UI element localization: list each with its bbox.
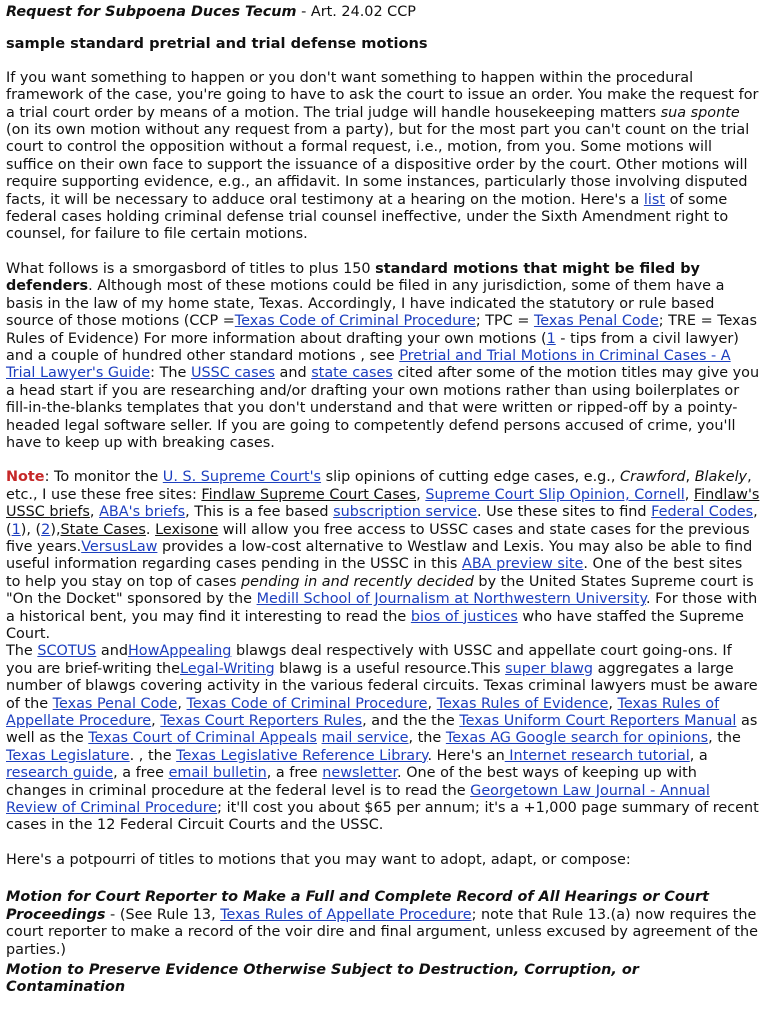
text: slip opinions of cutting edge cases, e.g., <box>321 469 621 486</box>
page-header <box>6 4 760 21</box>
text: - tips from a civil lawyer) and a couple of hundred other standard motions , see <box>6 330 739 364</box>
federal-codes-1-link[interactable]: 1 <box>11 521 21 538</box>
research-guide-link[interactable]: research guide <box>6 765 114 782</box>
text: , <box>608 695 618 712</box>
text: , <box>89 504 100 521</box>
text: . One of the best sites to help you stay on top of cases <box>6 556 743 590</box>
texas-rules-appellate-link[interactable]: Texas Rules of Appellate Procedure <box>6 695 720 730</box>
text: . Use these sites to find <box>477 504 652 521</box>
mail-service-link[interactable]: mail service <box>321 730 409 747</box>
text: , etc., I use these free sites: <box>6 469 752 503</box>
court-criminal-appeals-link[interactable]: Texas Court of Criminal Appeals <box>88 730 317 747</box>
email-bulletin-link[interactable]: email bulletin <box>168 765 267 782</box>
text: , <box>177 695 187 712</box>
court-reporters-manual-link[interactable]: Texas Uniform Court Reporters Manual <box>459 713 737 730</box>
text: The <box>6 643 38 660</box>
intro-paragraph <box>6 70 760 244</box>
lexisone-link[interactable]: Lexisone <box>155 521 219 538</box>
text: blawgs deal respectively with USSC and appellate court going-ons. If you are brief-writing the <box>6 643 732 677</box>
text: , a free <box>266 765 323 782</box>
text: ; note that Rule 13.(a) now requires the court reporter to make a record of the voir dire and final argument, unless excused by agreement of the parties.) <box>6 906 759 958</box>
findlaw-link[interactable]: Findlaw Supreme Court Cases <box>201 486 417 503</box>
text: and <box>96 643 128 660</box>
motion-item <box>6 962 760 997</box>
text: , and the the <box>362 713 460 730</box>
text: blawg is a useful resource.This <box>274 660 506 677</box>
text: , the <box>708 730 741 747</box>
cornell-link[interactable]: Supreme Court Slip Opinion, Cornell <box>425 486 685 503</box>
text: . <box>145 521 156 538</box>
text: : The <box>150 365 191 382</box>
aba-briefs-link[interactable]: ABA's briefs <box>99 504 186 521</box>
italic-text: pending in and recently decided <box>241 573 474 590</box>
texas-penal-code-link[interactable]: Texas Penal Code <box>52 695 178 712</box>
super-blawg-link[interactable]: super blawg <box>505 660 594 677</box>
text: - (See Rule 13, <box>105 906 221 923</box>
motion-title: Motion for Court Reporter to Make a Full and Complete Record of All Hearings or Court Proceedings <box>6 889 709 923</box>
text: cited after some of the motion titles may give you a head start if you are researching and/or drafting your own motions rather than using boilerplates or fill-in-the-blanks templates that you don't understand and that were written or ripped-off by a pointy-headed legal software seller. If you are going to competently defend persons accused of crime, you'll have to keep up with breaking cases. <box>6 365 760 451</box>
page-subtitle: sample standard pretrial and trial defense motions <box>6 35 428 53</box>
header-title: Request for Subpoena Duces Tecum <box>6 4 297 20</box>
texas-ccp-link[interactable]: Texas Code of Criminal Procedure <box>186 695 428 712</box>
supreme-court-link[interactable]: U. S. Supreme Court's <box>162 469 322 486</box>
text: , <box>684 486 694 503</box>
federal-codes-2-link[interactable]: 2 <box>41 521 51 538</box>
motion-item <box>6 889 760 959</box>
motion-title: Motion to Preserve Evidence Otherwise Subject to Destruction, Corruption, or Contamination <box>6 961 639 996</box>
text: ), ( <box>20 521 42 538</box>
scotus-link[interactable]: SCOTUS <box>37 643 97 660</box>
list-link[interactable]: list <box>643 191 665 208</box>
text: and <box>274 365 312 382</box>
potpourri-intro: Here's a potpourri of titles to motions that you may want to adopt, adapt, or compose: <box>6 851 631 868</box>
text: , This is a fee based <box>185 504 334 521</box>
text: as well as the <box>6 713 758 747</box>
text: . , the <box>129 747 177 764</box>
text: . Although most of these motions could be filed in any jurisdiction, some of them have a basis in the law of my home state, Texas. Accordingly, I have indicated the statutory or rule based source of those motions (CCP = <box>6 278 725 330</box>
legislative-library-link[interactable]: Texas Legislative Reference Library <box>176 747 428 764</box>
rules-appellate-procedure-link[interactable]: Texas Rules of Appellate Procedure <box>220 906 472 923</box>
text: (on its own motion without any request from a party), but for the most part you can't count on the trial court to control the opposition without a formal request, i.e., motion, from you. Some motions will suffice on their own face to support the issuance of a dispositive order by the court. Other motions will require supporting evidence, e.g., an affidavit. In some instances, particularly those involving disputed facts, it will be necessary to adduce oral testimony at a hearing on the motion. Here's a <box>6 122 750 208</box>
text: , a <box>689 747 708 764</box>
bios-of-justices-link[interactable]: bios of justices <box>410 608 518 625</box>
tpc-link[interactable]: Texas Penal Code <box>533 313 659 330</box>
text: will allow you free access to USSC cases and state cases for the previous five years. <box>6 521 750 555</box>
italic-text: Crawford <box>620 469 686 486</box>
text: ; TPC = <box>475 313 534 330</box>
federal-codes-link[interactable]: Federal Codes <box>651 504 754 521</box>
text: , <box>151 713 161 730</box>
georgetown-law-journal-link[interactable]: Georgetown Law Journal - Annual Review of Criminal Procedure <box>6 782 710 817</box>
text: What follows is a smorgasbord of titles to plus 150 <box>6 260 376 277</box>
court-reporters-rules-link[interactable]: Texas Court Reporters Rules <box>160 713 363 730</box>
text: , a free <box>113 765 169 782</box>
text: . For those with a historical bent, you may find it interesting to read the <box>6 591 758 625</box>
tips-link[interactable]: 1 <box>546 330 556 347</box>
versuslaw-link[interactable]: VersusLaw <box>81 538 158 555</box>
text: ), <box>50 521 61 538</box>
howappealing-link[interactable]: HowAppealing <box>127 643 232 660</box>
text: provides a low-cost alternative to Westlaw and Lexis. You may also be able to find useful information regarding cases pending in the USSC in this <box>6 538 753 573</box>
text: of some federal cases holding criminal defense trial counsel ineffective, under the Sixth Amendment right to counsel, for failure to file certain motions. <box>6 191 729 243</box>
medill-link[interactable]: Medill School of Journalism at Northwestern University <box>256 591 647 608</box>
header-suffix: - Art. 24.02 CCP <box>296 4 416 20</box>
research-tutorial-link[interactable]: Internet research tutorial <box>504 747 690 764</box>
italic-text: sua sponte <box>660 104 740 121</box>
text: , <box>685 469 695 486</box>
text: . Here's an <box>427 747 505 764</box>
subscription-service-link[interactable]: subscription service <box>333 504 477 521</box>
note-paragraph <box>6 469 760 835</box>
text: who have staffed the Supreme Court. <box>6 608 744 642</box>
state-cases-link[interactable]: State Cases <box>60 521 146 538</box>
ussc-cases-link[interactable]: USSC cases <box>190 365 275 382</box>
text: by the United States Supreme court is "On the Docket" sponsored by the <box>6 573 754 608</box>
ccp-link[interactable]: Texas Code of Criminal Procedure <box>234 313 476 330</box>
text: , the <box>408 730 446 747</box>
aba-preview-link[interactable]: ABA preview site <box>461 556 584 573</box>
motions-paragraph <box>6 261 760 452</box>
text: ; it'll cost you about $65 per annum; it's a +1,000 page summary of recent cases in the 12 Federal Circuit Courts and the USSC. <box>6 800 759 834</box>
texas-rules-evidence-link[interactable]: Texas Rules of Evidence <box>436 695 609 712</box>
legal-writing-link[interactable]: Legal-Writing <box>180 660 275 677</box>
text: ; TRE = Texas Rules of Evidence) For more information about drafting your own motions ( <box>6 313 757 347</box>
state-cases-link[interactable]: state cases <box>311 365 393 382</box>
italic-text: Blakely <box>694 469 748 486</box>
trial-lawyers-guide-link[interactable]: Pretrial and Trial Motions in Criminal Cases - A Trial Lawyer's Guide <box>6 347 731 382</box>
text: , <box>427 695 437 712</box>
texas-legislature-link[interactable]: Texas Legislature <box>6 747 130 764</box>
findlaw-briefs-link[interactable]: Findlaw's USSC briefs <box>6 486 760 521</box>
bold-text: standard motions that might be filed by defenders <box>6 260 700 295</box>
text: . One of the best ways of keeping up with changes in criminal procedure at the federal level is to read the <box>6 765 697 799</box>
note-label: Note <box>6 469 45 486</box>
text: , <box>416 486 426 503</box>
newsletter-link[interactable]: newsletter <box>322 765 398 782</box>
text: aggregates a large number of blawgs covering activity in the various federal circuits. Texas criminal lawyers must be aware of the <box>6 660 758 712</box>
text: If you want something to happen or you don't want something to happen within the procedural framework of the case, you're going to have to ask the court to issue an order. You make the request for a trial court order by means of a motion. The trial judge will handle housekeeping matters <box>6 69 759 121</box>
text: : To monitor the <box>44 469 163 486</box>
ag-google-search-link[interactable]: Texas AG Google search for opinions <box>445 730 709 747</box>
text: , ( <box>6 504 758 538</box>
